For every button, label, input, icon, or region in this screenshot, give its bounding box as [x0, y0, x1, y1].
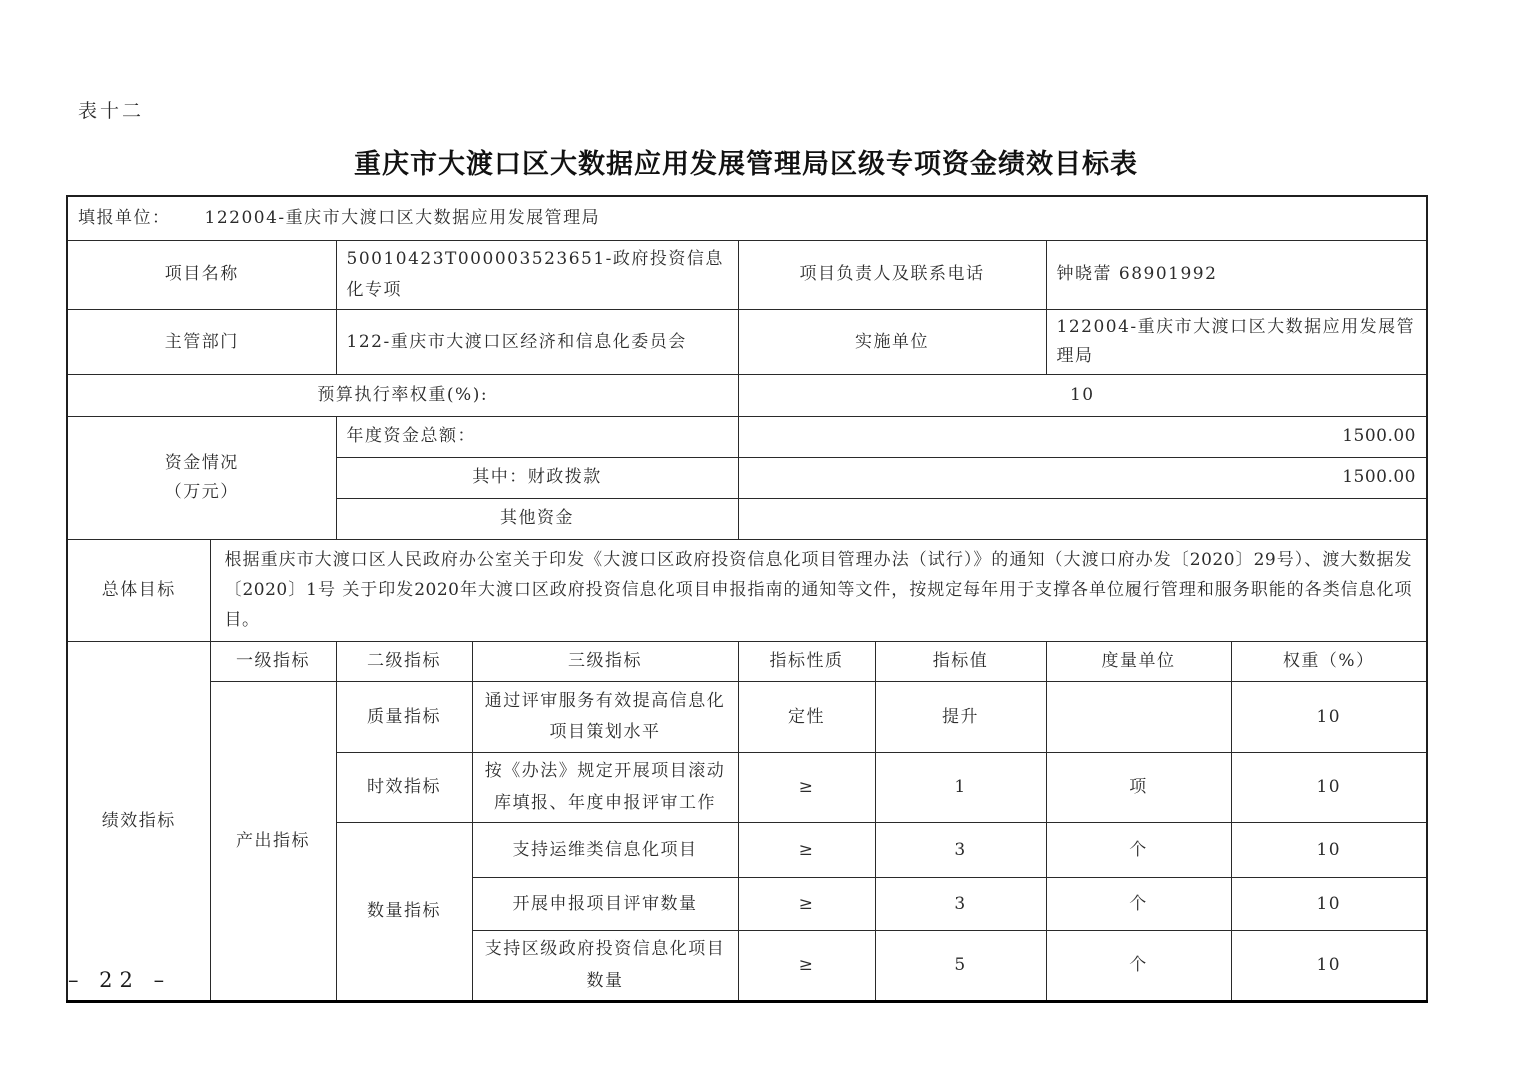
page-title: 重庆市大渡口区大数据应用发展管理局区级专项资金绩效目标表	[354, 149, 1138, 180]
dept-value: 122-重庆市大渡口区经济和信息化委员会	[336, 310, 738, 375]
indicator-block-label: 绩效指标	[67, 642, 210, 1002]
performance-goal-table	[66, 195, 1428, 1003]
leader-value: 钟晓蕾 68901992	[1046, 240, 1427, 310]
indicator-weight: 10	[1231, 931, 1427, 1002]
indicator-nature: 定性	[738, 682, 875, 753]
header-level2: 二级指标	[336, 642, 472, 682]
project-name-label: 项目名称	[67, 240, 336, 310]
funds-section-label	[67, 417, 336, 540]
level3-text: 支持区级政府投资信息化项目数量	[472, 931, 738, 1002]
overall-goal-label: 总体目标	[67, 540, 210, 642]
table-row	[67, 196, 1427, 240]
header-level1: 一级指标	[210, 642, 336, 682]
table-row	[67, 375, 1427, 417]
indicator-nature: ≥	[738, 931, 875, 1002]
indicator-unit: 个	[1046, 878, 1231, 931]
filler-unit-value: 122004-重庆市大渡口区大数据应用发展管理局	[204, 207, 601, 228]
indicator-value: 1	[875, 753, 1046, 823]
indicator-weight: 10	[1231, 682, 1427, 753]
header-weight: 权重（%）	[1231, 642, 1427, 682]
indicator-nature: ≥	[738, 753, 875, 823]
indicator-nature: ≥	[738, 878, 875, 931]
table-row	[67, 240, 1427, 310]
indicator-header-row	[67, 642, 1427, 682]
funds-label-line2: （万元）	[164, 482, 239, 503]
filler-unit-cell	[67, 196, 1427, 240]
indicator-unit	[1046, 682, 1231, 753]
indicator-nature: ≥	[738, 823, 875, 878]
page-number: – 22 –	[68, 968, 172, 992]
impl-unit-value: 122004-重庆市大渡口区大数据应用发展管理局	[1046, 310, 1427, 375]
project-name-value: 50010423T000003523651-政府投资信息化专项	[336, 240, 738, 310]
indicator-value: 提升	[875, 682, 1046, 753]
annual-total-label: 年度资金总额：	[336, 417, 738, 458]
dept-label: 主管部门	[67, 310, 336, 375]
table-row	[67, 417, 1427, 458]
indicator-row	[67, 682, 1427, 753]
filler-unit-label: 填报单位：	[78, 207, 171, 228]
indicator-unit: 个	[1046, 823, 1231, 878]
fiscal-funds-label: 其中：财政拨款	[336, 458, 738, 499]
indicator-unit: 个	[1046, 931, 1231, 1002]
header-nature: 指标性质	[738, 642, 875, 682]
other-funds-label: 其他资金	[336, 499, 738, 540]
level3-text: 按《办法》规定开展项目滚动库填报、年度申报评审工作	[472, 753, 738, 823]
header-value: 指标值	[875, 642, 1046, 682]
indicator-weight: 10	[1231, 878, 1427, 931]
indicator-weight: 10	[1231, 823, 1427, 878]
overall-goal-text: 根据重庆市大渡口区人民政府办公室关于印发《大渡口区政府投资信息化项目管理办法（试行）》的通知（大渡口府办发〔2020〕29号）、渡大数据发〔2020〕1号 关于印发2020年大渡口区政府投资信息化项目申报指南的通知等文件，按规定每年用于支撑各单位履行管理和服务职能的各类信息化项目。	[210, 540, 1427, 642]
header-unit: 度量单位	[1046, 642, 1231, 682]
table-row	[67, 310, 1427, 375]
table-row	[67, 540, 1427, 642]
level3-text: 支持运维类信息化项目	[472, 823, 738, 878]
level1-output-indicator: 产出指标	[210, 682, 336, 1002]
header-level3: 三级指标	[472, 642, 738, 682]
budget-rate-value: 10	[738, 375, 1427, 417]
level2-quality: 质量指标	[336, 682, 472, 753]
indicator-value: 5	[875, 931, 1046, 1002]
leader-label: 项目负责人及联系电话	[738, 240, 1046, 310]
budget-rate-label: 预算执行率权重(%):	[67, 375, 738, 417]
indicator-value: 3	[875, 878, 1046, 931]
indicator-unit: 项	[1046, 753, 1231, 823]
table-index-label: 表十二	[78, 100, 145, 122]
other-funds-value	[738, 499, 1427, 540]
impl-unit-label: 实施单位	[738, 310, 1046, 375]
level3-text: 通过评审服务有效提高信息化项目策划水平	[472, 682, 738, 753]
indicator-value: 3	[875, 823, 1046, 878]
level2-quantity: 数量指标	[336, 823, 472, 1002]
level2-timeliness: 时效指标	[336, 753, 472, 823]
funds-label-line1: 资金情况	[164, 453, 239, 474]
indicator-weight: 10	[1231, 753, 1427, 823]
annual-total-value: 1500.00	[738, 417, 1427, 458]
level3-text: 开展申报项目评审数量	[472, 878, 738, 931]
fiscal-funds-value: 1500.00	[738, 458, 1427, 499]
